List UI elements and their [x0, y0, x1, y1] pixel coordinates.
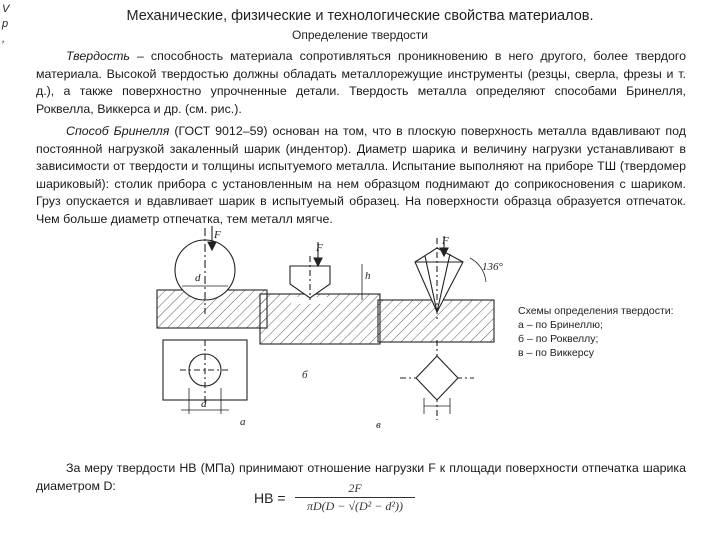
label-scheme-a: а: [240, 416, 246, 428]
label-imprint-diameter: d: [201, 398, 207, 410]
section-subtitle: Определение твердости: [292, 28, 428, 42]
label-scheme-b: б: [302, 369, 308, 381]
paragraph-text: За меру твердости HB (МПа) принимают отношение нагрузки F к площади поверхности отпечатка шарика диаметром D:: [36, 461, 686, 493]
label-force-c: F: [442, 235, 449, 247]
caption-line: Схемы определения твердости:: [518, 305, 674, 317]
side-note-line: ,: [2, 33, 6, 45]
label-depth: h: [365, 270, 371, 282]
label-angle: 136°: [482, 261, 503, 273]
caption-line: в – по Виккерсу: [518, 347, 595, 359]
formula-numerator: 2F: [295, 481, 415, 498]
formula-lhs: НВ =: [254, 490, 286, 506]
label-force-b: F: [316, 242, 323, 254]
paragraph-text: (ГОСТ 9012–59) основан на том, что в плоскую поверхность металла вдавливают под постоянной нагрузкой закаленный шарик (индентор). Диаметр шарика и величину нагрузки устанавливают в зависимости от твердости и толщины испытуемого металла. Испытание выполняют на приборе ТШ (твердомер шариковый): столик прибора с установленным на нем образцом поднимают до соприкосновения с шариком. Груз опускается и вдавливает шарик в испытуемый образец. На поверхности образца образуется отпечаток. Чем больше диаметр отпечатка, тем металл мягче.: [36, 124, 686, 226]
caption-line: а – по Бринеллю;: [518, 319, 603, 331]
formula-denominator: πD(D − √(D² − d²)): [307, 499, 403, 513]
label-ball-diameter: d: [195, 272, 201, 284]
formula-fraction: [295, 481, 415, 514]
paragraph-text: – способность материала сопротивляться проникновению в него другого, более твердого материала. Высокой твердостью должны обладать металлорежущие инструменты (резцы, сверла, фрезы и т. д.), а также поверхностно упрочненные детали. Твердость металла определяют способами Бринелля, Роквелла, Виккерса и др. (см. рис.).: [36, 49, 686, 116]
page-title: Механические, физические и технологические свойства материалов.: [126, 8, 594, 24]
vickers-imprint: [416, 356, 458, 400]
side-note-line: p: [2, 18, 9, 30]
side-note-line: V: [2, 3, 10, 15]
figure-caption: [518, 304, 674, 360]
label-scheme-v: в: [376, 419, 381, 431]
term-hardness: Твердость: [66, 49, 130, 63]
term-brinell: Способ Бринелля: [66, 124, 170, 138]
caption-line: б – по Роквеллу;: [518, 333, 599, 345]
label-force-a: F: [214, 229, 221, 241]
